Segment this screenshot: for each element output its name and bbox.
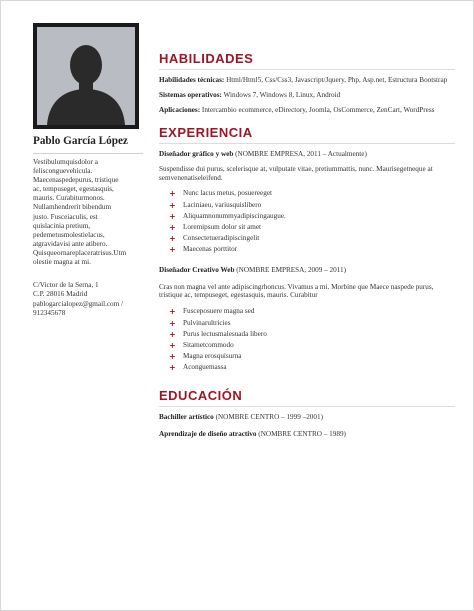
list-item-text: Pulvinarultricies xyxy=(183,318,231,327)
list-item-text: Fusceposuere magna sed xyxy=(183,307,255,316)
plus-icon: + xyxy=(169,189,176,199)
summary-line: Quisqueornareplaceratrisus.Utm xyxy=(33,248,127,257)
job-meta: (NOMBRE EMPRESA, 2009 – 2011) xyxy=(234,265,347,274)
section-title-skills: HABILIDADES xyxy=(159,51,254,66)
list-item xyxy=(169,340,455,351)
plus-icon: + xyxy=(169,340,176,350)
section-divider xyxy=(159,143,455,144)
list-item xyxy=(169,351,455,362)
list-item xyxy=(169,211,455,222)
section-divider xyxy=(159,406,455,407)
list-item xyxy=(169,222,455,233)
plus-icon: + xyxy=(169,318,176,328)
education-item xyxy=(159,413,455,422)
name-divider xyxy=(33,153,143,154)
contact-phone: 912345678 xyxy=(33,308,66,317)
job-role: Diseñador gráfico y web xyxy=(159,149,234,158)
list-item xyxy=(169,329,455,340)
summary-line: ac, tempuseget, egestasquis, xyxy=(33,185,114,194)
job-header xyxy=(159,266,455,275)
profile-summary xyxy=(33,158,137,267)
list-item-text: Maecenas porttitor xyxy=(183,245,238,254)
section-title-experience: EXPERIENCIA xyxy=(159,124,253,140)
right-column xyxy=(159,51,455,438)
plus-icon: + xyxy=(169,329,176,339)
contact-email[interactable]: pablogarcialopez@gmail.com / xyxy=(33,299,124,308)
plus-icon: + xyxy=(169,211,176,221)
plus-icon: + xyxy=(169,223,176,233)
job-bullets xyxy=(159,188,455,255)
profile-photo xyxy=(33,23,139,129)
job-description: Cras non magna vel ante adipiscingrhoncus. Vivamus a mi. Morbine que Maece naspede purus, tristique ac, tempuseget, egestasquis, mauris. Curabitur xyxy=(159,282,434,300)
list-item-text: Magna erosquisurna xyxy=(183,352,242,361)
list-item-text: Consectetueradipiscingelit xyxy=(183,234,260,243)
avatar-silhouette-icon xyxy=(37,27,135,125)
list-item xyxy=(169,244,455,255)
skill-item xyxy=(159,91,455,100)
skill-text: Intercambio ecommerce, eDirectory, Joomla, OsCommerce, ZenCart, WordPress xyxy=(200,105,435,114)
plus-icon: + xyxy=(169,363,176,373)
job-description: Suspendisse dui purus, scelerisque at, vulputate vitae, pretiummattis, nunc. Maurisegetneque at semvenenatiseleifend. xyxy=(159,164,433,182)
education-item xyxy=(159,430,455,439)
skill-label: Habilidades técnicas: xyxy=(159,76,225,84)
section-title-education: EDUCACIÓN xyxy=(159,387,243,403)
summary-line: olestie magna at mi. xyxy=(33,258,91,267)
profile-name: Pablo García López xyxy=(33,135,128,147)
job-meta: (NOMBRE EMPRESA, 2011 – Actualmente) xyxy=(233,149,367,158)
education-text: (NOMBRE CENTRO – 1989) xyxy=(256,429,346,438)
skill-item xyxy=(159,106,455,115)
list-item xyxy=(169,362,455,373)
list-item-text: Loremipsum dolor sit amet xyxy=(183,223,262,232)
summary-line: felisconguevehicula. xyxy=(33,167,93,176)
job-bullets xyxy=(159,306,455,373)
summary-line: quislacinia pretium, xyxy=(33,221,91,230)
education-text: (NOMBRE CENTRO – 1999 –2001) xyxy=(213,412,323,421)
education-label: Bachiller artístico xyxy=(159,412,214,421)
education-label: Aprendizaje de diseño atractivo xyxy=(159,429,257,438)
list-item xyxy=(169,233,455,244)
summary-line: Vestibulumquisdolor a xyxy=(33,158,98,166)
list-item xyxy=(169,318,455,329)
avatar-svg xyxy=(37,27,135,125)
job-role: Diseñador Creativo Web xyxy=(159,265,235,274)
list-item-text: Aconguemassa xyxy=(183,363,227,372)
summary-line: Maecenaspedepurus, tristique xyxy=(33,176,119,185)
summary-line: justo. Fusceiaculis, est xyxy=(33,212,98,221)
left-column xyxy=(33,23,143,318)
list-item-text: Purus lectusmalesuada libero xyxy=(183,329,267,338)
list-item-text: Laciniaeu, variusquislibero xyxy=(183,200,262,209)
job-header xyxy=(159,150,455,159)
summary-line: atgravidavisi ante atibero. xyxy=(33,239,108,248)
list-item-text: Nunc lacus metus, posuereeget xyxy=(183,189,273,198)
summary-line: mauris. Curabiturmonos. xyxy=(33,194,105,203)
plus-icon: + xyxy=(169,307,176,317)
skill-label: Aplicaciones: xyxy=(159,105,201,114)
list-item xyxy=(169,188,455,199)
list-item-text: Aliquamnonummyadipiscingaugue. xyxy=(183,211,286,220)
skill-text: Html/Html5, Css/Css3, Javascript/Jquery, Php, Asp.net, Estructura Bootstrap xyxy=(224,76,448,84)
list-item xyxy=(169,200,455,211)
summary-line: Nullamhendrerit bibendum xyxy=(33,203,112,212)
plus-icon: + xyxy=(169,352,176,362)
skill-text: Windows 7, Windows 8, Linux, Android xyxy=(221,90,341,99)
plus-icon: + xyxy=(169,200,176,210)
plus-icon: + xyxy=(169,234,176,244)
summary-line: pedemetusmolestielacus, xyxy=(33,230,105,239)
contact-city: C.P. 28016 Madrid xyxy=(33,290,88,299)
skill-label: Sistemas operativos: xyxy=(159,90,222,99)
plus-icon: + xyxy=(169,245,176,255)
contact-address: C/Victor de la Serna, 1 xyxy=(33,281,99,290)
list-item-text: Sitametcommodo xyxy=(183,340,234,349)
skill-item xyxy=(159,76,455,85)
contact-info xyxy=(33,281,143,318)
section-divider xyxy=(159,69,455,70)
list-item xyxy=(169,306,455,317)
